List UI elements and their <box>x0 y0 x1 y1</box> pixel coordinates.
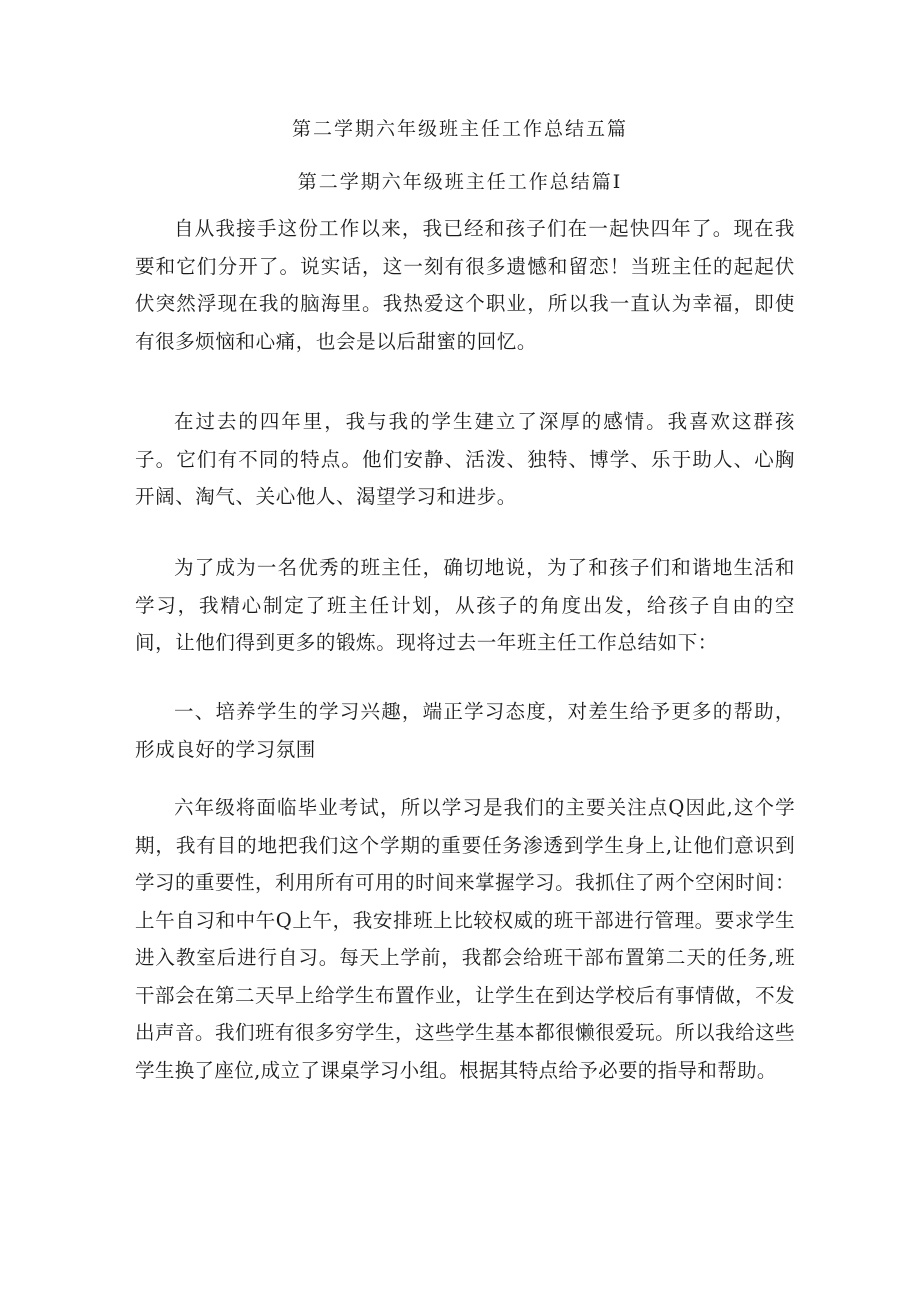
document-subtitle: 第二学期六年级班主任工作总结篇I <box>297 171 623 193</box>
section-heading-1: 一、培养学生的学习兴趣，端正学习态度，对差生给予更多的帮助，形成良好的学习氛围 <box>135 700 795 761</box>
paragraph-plan: 为了成为一名优秀的班主任，确切地说，为了和孩子们和谐地生活和学习，我精心制定了班主任计划，从孩子的角度出发，给孩子自由的空间，让他们得到更多的锻炼。现将过去一年班主任工作总结如下： <box>135 556 795 654</box>
paragraph-intro: 自从我接手这份工作以来，我已经和孩子们在一起快四年了。现在我要和它们分开了。说实话，这一刻有很多遗憾和留恋！当班主任的起起伏伏突然浮现在我的脑海里。我热爱这个职业，所以我一直认为幸福，即使有很多烦恼和心痛，也会是以后甜蜜的回忆。 <box>135 217 795 353</box>
paragraph-feelings: 在过去的四年里，我与我的学生建立了深厚的感情。我喜欢这群孩子。它们有不同的特点。他们安静、活泼、独特、博学、乐于助人、心胸开阔、淘气、关心他人、渴望学习和进步。 <box>135 410 795 508</box>
paragraph-study: 六年级将面临毕业考试，所以学习是我们的主要关注点Q因此,这个学期，我有目的地把我们这个学期的重要任务渗透到学生身上,让他们意识到学习的重要性，利用所有可用的时间来掌握学习。我抓住了两个空闲时间：上午自习和中午Q上午，我安排班上比较权威的班干部进行管理。要求学生进入教室后进行自习。每天上学前，我都会给班干部布置第二天的任务,班干部会在第二天早上给学生布置作业，让学生在到达学校后有事情做，不发出声音。我们班有很多穷学生，这些学生基本都很懒很爱玩。所以我给这些学生换了座位,成立了课桌学习小组。根据其特点给予必要的指导和帮助。 <box>135 796 795 1082</box>
document-title: 第二学期六年级班主任工作总结五篇 <box>291 118 628 140</box>
